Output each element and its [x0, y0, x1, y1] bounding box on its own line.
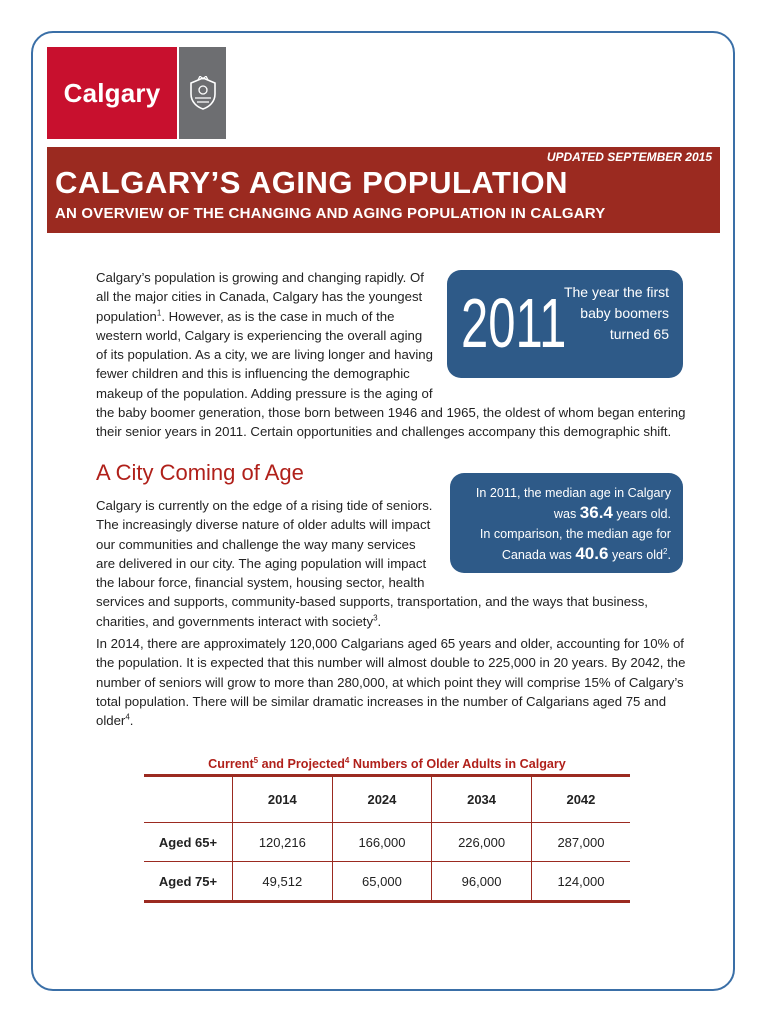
median-line-3: In comparison, the median age for Canada was — [479, 527, 671, 562]
table-cell: 49,512 — [233, 862, 333, 902]
table-row — [144, 862, 630, 902]
table-cell: 166,000 — [332, 823, 432, 862]
row-label: Aged 75+ — [144, 862, 233, 902]
table-header-cell: 2034 — [432, 776, 532, 823]
statistics-paragraph — [96, 634, 696, 730]
calgary-logo — [47, 47, 177, 139]
footnote-ref: 4 — [125, 712, 130, 722]
section-heading: A City Coming of Age — [96, 460, 304, 485]
section-text-end: . — [377, 613, 382, 629]
median-line-2: years old. — [616, 507, 671, 521]
page-subtitle: AN OVERVIEW OF THE CHANGING AND AGING POPULATION IN CALGARY — [55, 205, 606, 222]
header-banner — [47, 147, 720, 233]
callout-year: 2011 — [461, 284, 567, 362]
updated-date: UPDATED SEPTEMBER 2015 — [546, 150, 712, 164]
section-text: Calgary is currently on the edge of a rising tide of seniors. The increasingly diverse nature of older adults will impact our communities and challenge the way many services are delivered in our city. The aging population will impact the labour force, financial system, housing sector, health services and supports, community-based supports, transportation, and the ways that business, charities, and governments interact with society — [96, 498, 648, 629]
table-cell: 96,000 — [432, 862, 532, 902]
table-cell: 65,000 — [332, 862, 432, 902]
footnote-ref: 3 — [373, 613, 378, 623]
intro-text-b: . However, as is the case in much of the western world, Calgary is experiencing the overall aging of its population. As a city, we are living longer and having fewer children and this is influencing the demographic makeup of the population. Adding pressure is the aging of the baby boomer generation, those born between 1946 and 1965, the oldest of whom began entering their senior years in 2011. Certain opportunities and challenges accompany this demographic shift. — [96, 308, 686, 440]
median-line-1: In 2011, the median age in Calgary was — [475, 486, 671, 521]
table-title-a: Current — [208, 757, 254, 771]
footnote-ref: 4 — [344, 755, 350, 765]
logo-wordmark: Calgary — [63, 77, 161, 108]
table-title-b: and Projected — [258, 757, 345, 771]
table-header-row — [144, 776, 630, 823]
calgary-median-age: 36.4 — [579, 503, 613, 522]
row-label: Aged 65+ — [144, 823, 233, 862]
footnote-ref: 5 — [253, 755, 259, 765]
table-row — [144, 823, 630, 862]
median-line-4: years old — [611, 548, 664, 562]
intro-text-a: Calgary’s population is growing and changing rapidly. Of all the major cities in Canada, Calgary has the youngest population — [96, 270, 424, 324]
city-crest-icon — [179, 47, 226, 139]
callout-median-age — [450, 473, 683, 573]
table-cell: 124,000 — [531, 862, 630, 902]
canada-median-age: 40.6 — [575, 544, 609, 563]
footnote-ref: 2 — [663, 546, 668, 556]
page-title: CALGARY’S AGING POPULATION — [55, 165, 569, 200]
table-header-cell: 2024 — [332, 776, 432, 823]
table-cell: 226,000 — [432, 823, 532, 862]
table-header-cell — [144, 776, 233, 823]
statistics-text-end: . — [129, 713, 134, 729]
median-end: . — [667, 548, 671, 562]
table-header-cell: 2042 — [531, 776, 630, 823]
callout-caption: The year the first baby boomers turned 65 — [563, 284, 669, 342]
footnote-ref: 1 — [156, 308, 162, 318]
table-title-c: Numbers of Older Adults in Calgary — [349, 757, 566, 771]
statistics-text: In 2014, there are approximately 120,000 Calgarians aged 65 years and older, accounting for 10% of the population. It is expected that this number will almost double to 225,000 in 20 years. By 2042, the number of seniors will grow to more than 280,000, at which point they will comprise 15% of Calgary’s total population. There will be similar dramatic increases in the number of Calgarians aged 75 and older — [96, 636, 686, 729]
table-cell: 120,216 — [233, 823, 333, 862]
older-adults-table — [144, 774, 630, 903]
table-title — [144, 757, 630, 771]
callout-2011 — [447, 270, 683, 378]
table-header-cell: 2014 — [233, 776, 333, 823]
table-cell: 287,000 — [531, 823, 630, 862]
